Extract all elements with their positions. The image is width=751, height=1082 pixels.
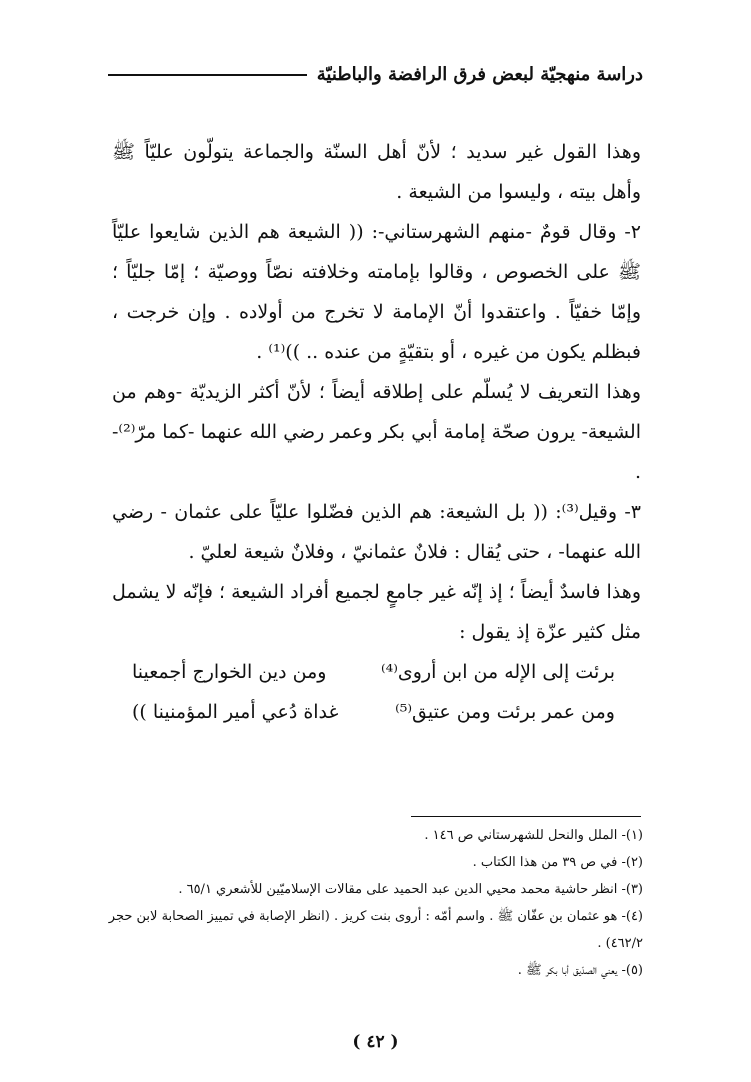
header-title: دراسة منهجيّة لبعض فرق الرافضة والباطنيّة [316, 64, 643, 85]
page-number: ( ٤٢ ) [352, 1032, 399, 1052]
poem-verse [112, 692, 641, 732]
verse-second-hemistich: غداة دُعي أمير المؤمنينا )) [132, 701, 339, 723]
footnote: (١)- الملل والنحل للشهرستاني ص ١٤٦ . [424, 828, 643, 843]
running-header [108, 64, 643, 85]
verse-second-hemistich: ومن دين الخوارج أجمعينا [132, 661, 327, 683]
main-text [112, 132, 641, 732]
footnote: (٢)- في ص ٣٩ من هذا الكتاب . [472, 855, 643, 870]
paragraph: وهذا التعريف لا يُسلّم على إطلاقه أيضاً ؛ لأنّ أكثر الزيديّة -وهم من الشيعة- يرون صحّة إمامة أبي بكر وعمر رضي الله عنهما -كما مرّ⁽²⁾- . [112, 381, 641, 483]
header-rule [108, 74, 307, 76]
footnote: (٤)- هو عثمان بن عفّان ﷺ . واسم أمّه : أروى بنت كريز . (انظر الإصابة في تمييز الصحابة لابن حجر ٤٦٢/٢) . [108, 909, 643, 951]
poem-verse [112, 652, 641, 692]
verse-first-hemistich: ومن عمر برئت ومن عتيق⁽⁵⁾ [395, 701, 615, 723]
verse-first-hemistich: برئت إلى الإله من ابن أروى⁽⁴⁾ [380, 661, 615, 683]
paragraph: وهذا القول غير سديد ؛ لأنّ أهل السنّة والجماعة يتولّون عليّاً ﷺ وأهل بيته ، وليسوا من الشيعة . [112, 141, 641, 203]
paragraph: ٣- وقيل⁽³⁾: (( بل الشيعة: هم الذين فضّلوا عليّاً على عثمان - رضي الله عنهما- ، حتى يُقال : فلانٌ عثمانيّ ، وفلانٌ شيعة لعليّ . [112, 501, 641, 563]
paragraph: ٢- وقال قومٌ -منهم الشهرستاني-: (( الشيعة هم الذين شايعوا عليّاً ﷺ على الخصوص ، وقالوا بإمامته وخلافته نصّاً ووصيّة ؛ إمّا جليّاً ؛ وإمّا خفيّاً . واعتقدوا أنّ الإمامة لا تخرج من أولاده . وإن خرجت ، فبظلم يكون من غيره ، أو بتقيّةٍ من عنده .. ))⁽¹⁾ . [112, 221, 641, 363]
footnote-separator [411, 816, 641, 817]
paragraph: وهذا فاسدٌ أيضاً ؛ إذ إنّه غير جامعٍ لجميع أفراد الشيعة ؛ فإنّه لا يشمل مثل كثير عزّة إذ يقول : [112, 581, 641, 643]
footnote: (٥)- يعني الصدّيق أبا بكر ﷺ . [517, 963, 643, 978]
footnotes [108, 822, 643, 984]
footnote: (٣)- انظر حاشية محمد محيي الدين عبد الحميد على مقالات الإسلاميّين للأشعري ٦٥/١ . [178, 882, 643, 897]
